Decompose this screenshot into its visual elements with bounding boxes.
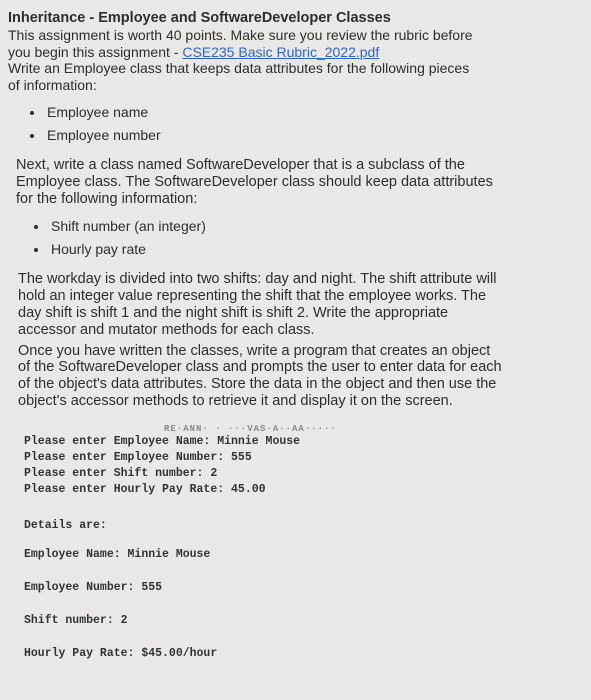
list-item-label: Employee number bbox=[47, 127, 161, 143]
developer-intro-line-3: for the following information: bbox=[16, 190, 198, 207]
console-input-line: Please enter Employee Number: 555 bbox=[24, 450, 252, 464]
program-line-1: Once you have written the classes, write a program that creates an object bbox=[18, 342, 491, 359]
rubric-link[interactable]: CSE235 Basic Rubric_2022.pdf bbox=[182, 43, 380, 60]
employee-attributes-list bbox=[8, 101, 583, 147]
developer-attributes-list bbox=[8, 215, 583, 261]
program-line-3: of the object's data attributes. Store the data in the object and then use the bbox=[18, 376, 497, 393]
console-input-line: Please enter Hourly Pay Rate: 45.00 bbox=[24, 482, 266, 496]
list-item-label: Shift number (an integer) bbox=[51, 218, 206, 235]
bullet-icon bbox=[30, 111, 34, 115]
intro-line-2 bbox=[8, 44, 583, 61]
console-output-line: Shift number: 2 bbox=[24, 613, 128, 627]
sample-output-console bbox=[8, 424, 583, 662]
intro-line-3: Write an Employee class that keeps data attributes for the following pieces bbox=[8, 60, 470, 76]
bullet-icon bbox=[30, 134, 34, 138]
workday-line-4: accessor and mutator methods for each class. bbox=[18, 321, 315, 338]
console-input-line: Please enter Shift number: 2 bbox=[24, 466, 218, 480]
list-item bbox=[34, 215, 583, 238]
console-output-line: Employee Name: Minnie Mouse bbox=[24, 547, 211, 561]
page-title: Inheritance - Employee and SoftwareDeveloper Classes bbox=[8, 10, 391, 26]
list-item-label: Hourly pay rate bbox=[51, 241, 146, 258]
intro-line-2-prefix: you begin this assignment - bbox=[8, 43, 183, 60]
workday-line-2: hold an integer value representing the shift that the employee works. The bbox=[18, 288, 487, 305]
list-item bbox=[30, 124, 583, 147]
workday-line-1: The workday is divided into two shifts: day and night. The shift attribute will bbox=[18, 271, 497, 288]
bullet-icon bbox=[34, 225, 38, 229]
program-paragraph bbox=[8, 343, 583, 410]
developer-intro-line-2: Employee class. The SoftwareDeveloper class should keep data attributes bbox=[16, 173, 493, 190]
intro-line-4: of information: bbox=[8, 76, 97, 93]
bullet-icon bbox=[34, 248, 38, 252]
program-line-2: of the SoftwareDeveloper class and prompts the user to enter data for each bbox=[18, 359, 502, 376]
console-input-line: Please enter Employee Name: Minnie Mouse bbox=[24, 434, 301, 448]
workday-line-3: day shift is shift 1 and the night shift is shift 2. Write the appropriate bbox=[18, 304, 449, 321]
console-output-line: Hourly Pay Rate: $45.00/hour bbox=[24, 646, 218, 660]
details-heading: Details are: bbox=[24, 518, 107, 532]
console-output-line: Employee Number: 555 bbox=[24, 580, 163, 594]
developer-intro bbox=[8, 157, 583, 207]
cutoff-console-line: RE·ANN· · ···VAS·A··AA····· bbox=[164, 423, 337, 434]
program-line-4: object's accessor methods to retrieve it and display it on the screen. bbox=[18, 392, 453, 409]
list-item-label: Employee name bbox=[47, 104, 149, 120]
developer-intro-line-1: Next, write a class named SoftwareDeveloper that is a subclass of the bbox=[16, 157, 465, 173]
list-item bbox=[34, 238, 583, 261]
intro-line-1: This assignment is worth 40 points. Make sure you review the rubric before bbox=[8, 27, 473, 43]
list-item bbox=[30, 101, 583, 124]
workday-paragraph bbox=[8, 271, 583, 338]
